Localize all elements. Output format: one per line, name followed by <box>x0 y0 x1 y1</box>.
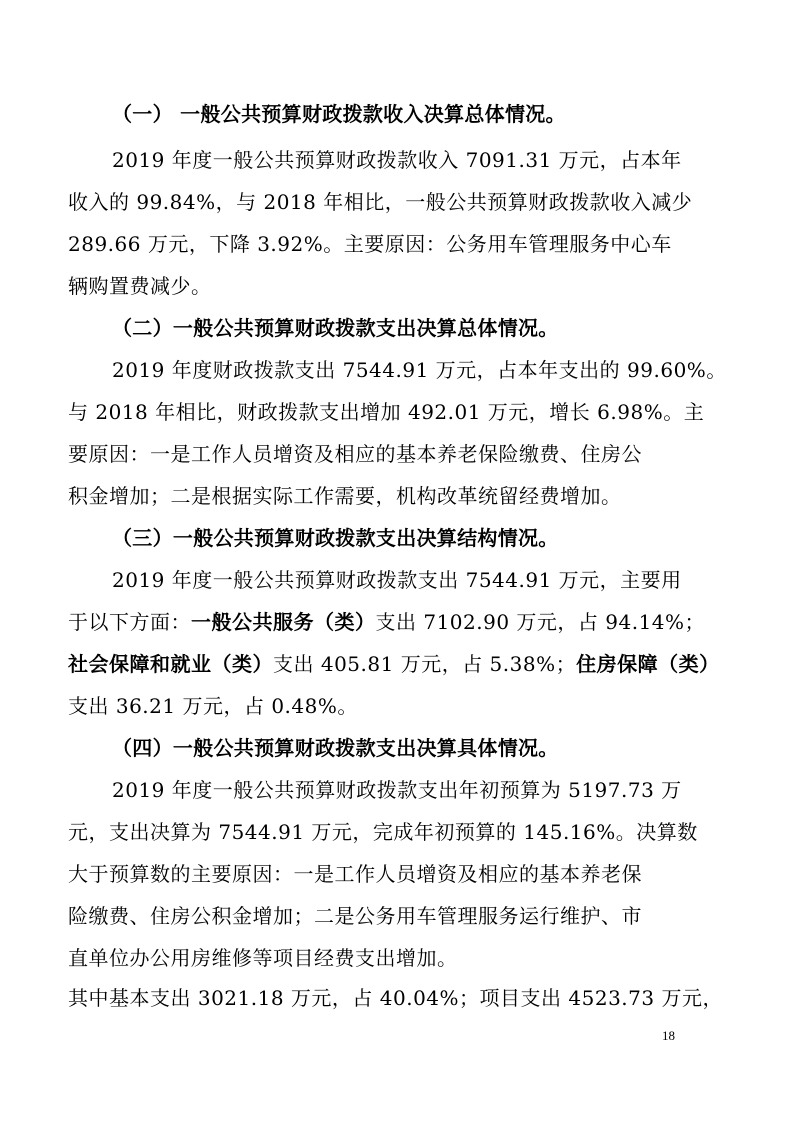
section-3-line-3 <box>68 652 720 676</box>
section-2-line-1: 2019 年度财政拨款支出 7544.91 万元，占本年支出的 99.60%。 <box>112 358 727 382</box>
section-1-line-1: 2019 年度一般公共预算财政拨款收入 7091.31 万元，占本年 <box>112 148 682 172</box>
section-1-line-3: 289.66 万元，下降 3.92%。主要原因：公务用车管理服务中心车 <box>68 232 672 256</box>
section-3-heading: （三）一般公共预算财政拨款支出决算结构情况。 <box>112 526 559 550</box>
section-3-line-2 <box>68 610 705 634</box>
section-4-line-2: 元，支出决算为 7544.91 万元，完成年初预算的 145.16%。决算数 <box>68 820 698 844</box>
category-general-public-services: 一般公共服务（类） <box>191 610 376 634</box>
page-number: 18 <box>662 1028 675 1043</box>
section-4-line-4: 险缴费、住房公积金增加；二是公务用车管理服务运行维护、市 <box>68 904 642 928</box>
section-3-line-2-suffix: 支出 7102.90 万元，占 94.14%； <box>375 610 706 634</box>
section-2-line-4: 积金增加；二是根据实际工作需要，机构改革统留经费增加。 <box>68 484 622 508</box>
section-1-line-4: 辆购置费减少。 <box>68 274 212 298</box>
section-2-line-3: 要原因：一是工作人员增资及相应的基本养老保险缴费、住房公 <box>68 442 642 466</box>
section-3-line-1: 2019 年度一般公共预算财政拨款支出 7544.91 万元，主要用 <box>112 568 682 592</box>
section-3-line-4: 支出 36.21 万元，占 0.48%。 <box>68 694 358 718</box>
category-housing-security: 住房保障（类） <box>576 652 720 676</box>
section-1-line-2: 收入的 99.84%，与 2018 年相比，一般公共预算财政拨款收入减少 <box>68 190 693 214</box>
section-4-heading: （四）一般公共预算财政拨款支出决算具体情况。 <box>112 736 559 760</box>
section-4-line-3: 大于预算数的主要原因：一是工作人员增资及相应的基本养老保 <box>68 862 642 886</box>
section-4-line-5: 直单位办公用房维修等项目经费支出增加。 <box>68 946 458 970</box>
section-3-line-3-mid: 支出 405.81 万元，占 5.38%； <box>273 652 577 676</box>
section-1-heading: （一） 一般公共预算财政拨款收入决算总体情况。 <box>112 102 566 126</box>
section-4-last-line: 其中基本支出 3021.18 万元，占 40.04%；项目支出 4523.73 万元， <box>68 986 723 1010</box>
category-social-security: 社会保障和就业（类） <box>68 652 273 676</box>
section-3-line-2-prefix: 于以下方面： <box>68 610 191 634</box>
section-2-heading: （二）一般公共预算财政拨款支出决算总体情况。 <box>112 316 559 340</box>
section-2-line-2: 与 2018 年相比，财政拨款支出增加 492.01 万元，增长 6.98%。主 <box>68 400 705 424</box>
section-4-line-1: 2019 年度一般公共预算财政拨款支出年初预算为 5197.73 万 <box>112 778 682 802</box>
